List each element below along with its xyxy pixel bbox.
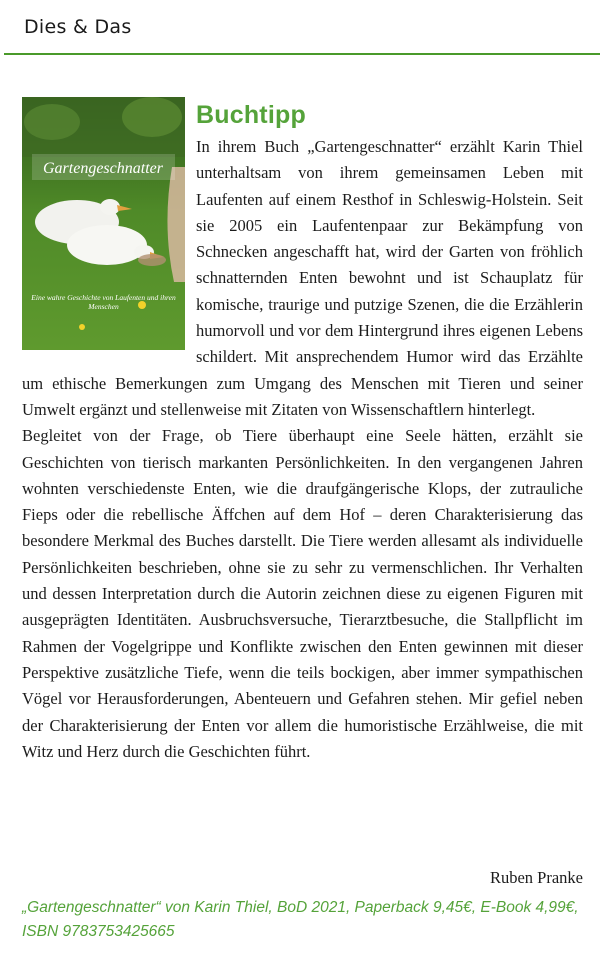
article-body: [22, 134, 583, 765]
cover-spacer: [22, 134, 196, 350]
author-name: Ruben Pranke: [489, 868, 583, 887]
paragraph-1: In ihrem Buch „Gartengeschnatter“ erzählt Karin Thiel unterhaltsam von ihrem gemeinsamen Leben mit Laufenten auf einem Resthof in Schleswig-Holstein. Seit sie 2005 ein Laufentenpaar zur Bekämpfung von Schnecken angeschafft hat, wird der Garten von fröhlich schnatternden Enten bewohnt und ist Schauplatz für komische, traurige und putzige Szenen, die die Erzählerin humorvoll und vor dem Hintergrund ihres eigenen Lebens schildert. Mit ansprechendem Humor wird das Erzählte um ethische Bemerkungen zum Umgang des Menschen mit Tieren und seiner Umwelt ergänzt und stellenweise mit Zitaten von Wissenschaftlern hinterlegt.: [22, 137, 583, 419]
book-citation: „Gartengeschnatter“ von Karin Thiel, BoD 2021, Paperback 9,45€, E-Book 4,99€, ISBN 9783753425665: [22, 899, 579, 940]
section-header: [0, 0, 600, 56]
cover-subtitle: Eine wahre Geschichte von Laufenten und ihren Menschen: [31, 293, 176, 311]
article-heading: Buchtipp: [196, 101, 306, 129]
cover-title: Gartengeschnatter: [43, 160, 163, 177]
section-title: Dies & Das: [24, 16, 132, 38]
header-divider: [4, 53, 600, 55]
paragraph-2: Begleitet von der Frage, ob Tiere überhaupt eine Seele hätten, erzählt sie Geschichten von tierisch markanten Persönlichkeiten. In den vergangenen Jahren wohnten verschiedenste Enten, wie die draufgängerische Klops, der zutrauliche Fieps oder die rebellische Äffchen auf dem Hof – deren Charakterisierung das besondere Merkmal des Buches darstellt. Die Tiere werden allesamt als individuelle Persönlichkeiten beschrieben, ohne sie zu sehr zu vermenschlichen. Ihr Verhalten und dessen Interpretation durch die Autorin zeichnen diese zu eigenen Figuren mit ausgeprägten Identitäten. Ausbruchsversuche, Tierarztbesuche, die Stallpflicht im Rahmen der Vogelgrippe und Konflikte zwischen den Enten gewinnen mit dieser Perspektive zusätzliche Tiefe, wenn die teils bockigen, aber immer sympathischen Vögel vor Herausforderungen, Abenteuern und Gefahren stehen. Mir gefiel neben der Charakterisierung der Enten vor allem die humoristische Erzählweise, die mit Witz und Herz durch die Geschichten führt.: [22, 426, 583, 761]
